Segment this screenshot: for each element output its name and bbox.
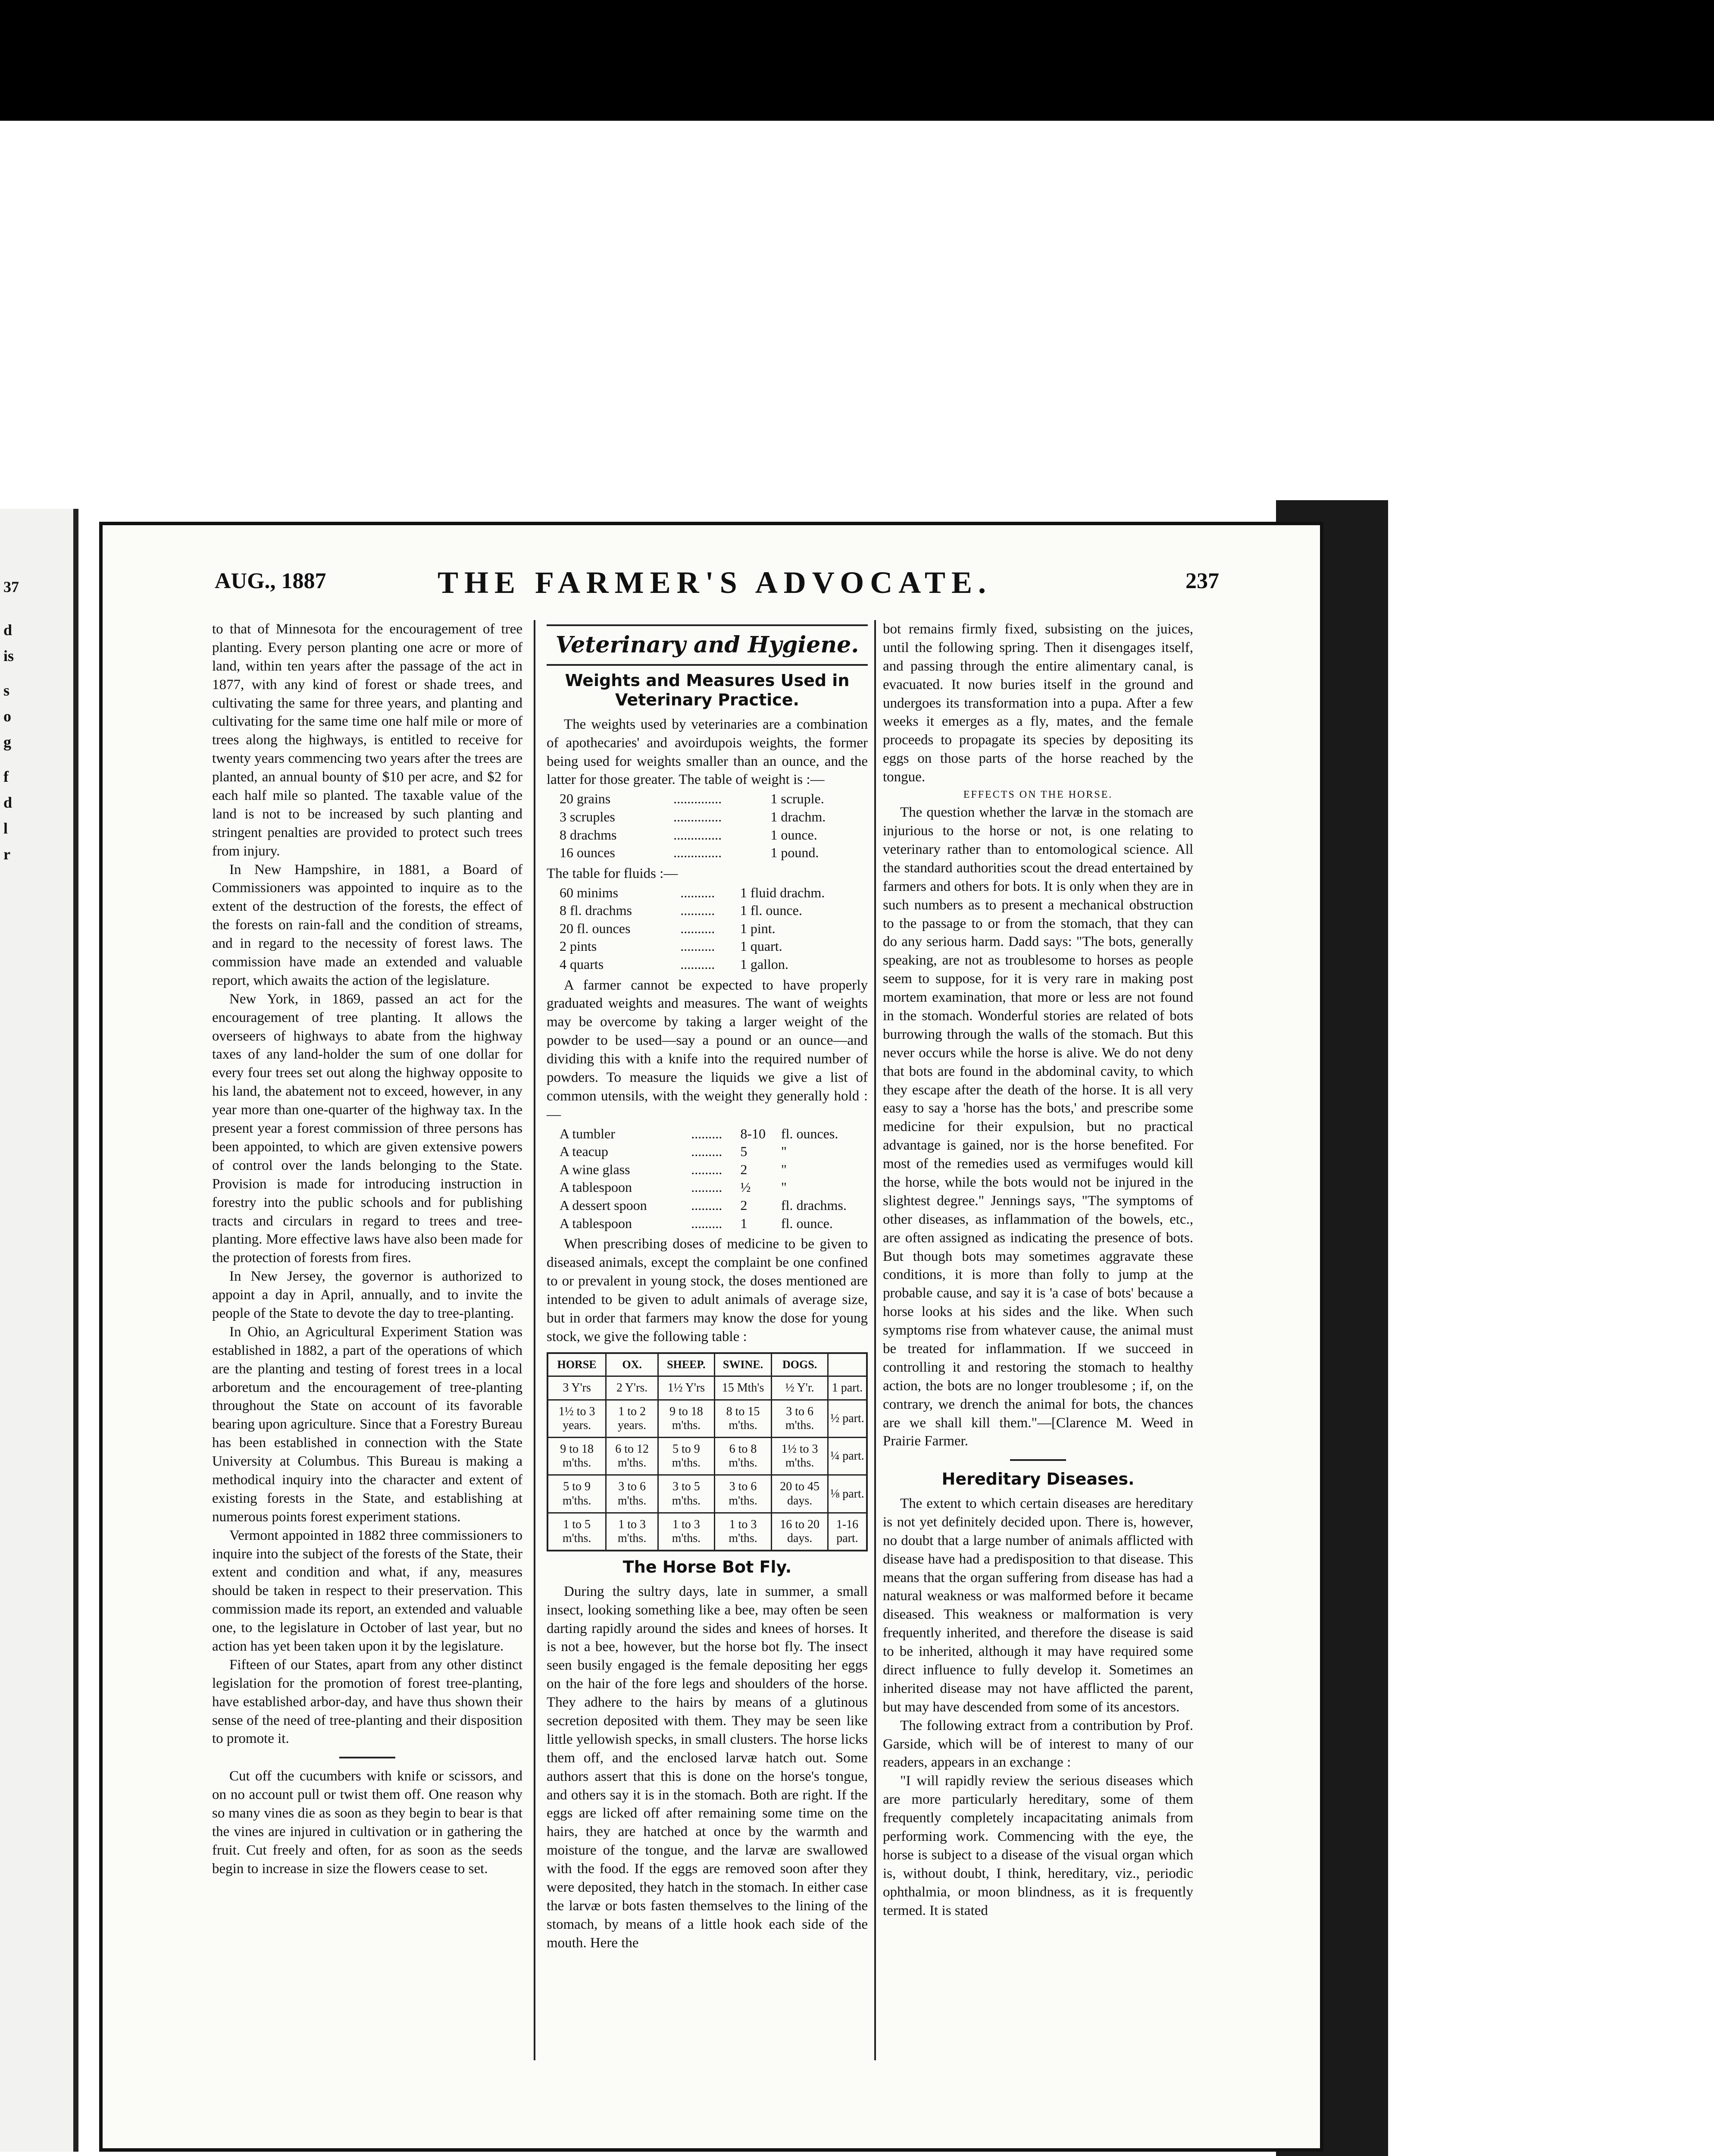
publication-title: THE FARMER'S ADVOCATE. <box>438 565 992 600</box>
table-cell: 8 fl. drachms <box>560 903 632 918</box>
table-cell: 1 fl. ounce. <box>740 903 802 918</box>
subheading: EFFECTS ON THE HORSE. <box>963 789 1113 801</box>
table-row: 16 ounces .............. 1 pound. <box>560 844 881 862</box>
paragraph: In New Jersey, the governor is authorized to appoint a day in April, annually, and to invite the people of the State to devote the day to tree-planting. <box>212 1269 522 1321</box>
table-cell: ¼ part. <box>828 1438 867 1475</box>
table-cell: ½ part. <box>828 1400 867 1437</box>
table-cell: 5 to 9 m'ths. <box>547 1475 606 1513</box>
fragment-4: o <box>3 708 11 725</box>
paragraph: A farmer cannot be expected to have properly graduated weights and measures. The want of weights may be overcome by taking a larger weight of the powder to be used—say a pound or an ounce—and dividing this with a knife into the required number of powders. To measure the liquids we give a list of common utensils, with the weight they generally hold :— <box>547 977 868 1122</box>
table-cell: ½ <box>740 1179 751 1195</box>
table-cell: 1½ to 3 m'ths. <box>772 1438 828 1475</box>
table-cell: 5 to 9 m'ths. <box>658 1438 714 1475</box>
fragment-9: r <box>3 846 10 863</box>
table-cell: 3 scruples <box>560 808 615 824</box>
paragraph: bot remains firmly fixed, subsisting on the juices, until the following spring. Then it disengages itself, and passing through the entire alimentary canal, is evacuated. It now buries itself in the ground and undergoes its transformation into a pupa. After a few weeks it emerges as a fly, mates, and the female proceeds to propagate its species by depositing its eggs on those parts of the horse reached by the tongue. <box>883 621 1193 785</box>
table-cell: 9 to 18 m'ths. <box>658 1400 714 1437</box>
paragraph: During the sultry days, late in summer, a small insect, looking something like a bee, may often be seen darting rapidly around the sides and knees of horses. It is not a bee, however, but the horse bot fly. The insect seen busily engaged is the female depositing her eggs on the hair of the fore legs and shoulders of the horse. They adhere to the hairs by means of a glutinous secretion deposited with them. They may be seen like little yellowish specks, in small clusters. The horse licks them off, and the enclosed larvæ hatch out. Some authors assert that this is done on the horse's tongue, and others say it is in the stomach. Both are right. If the eggs are licked off after remaining some time on the hairs, they are hatched at once by the warmth and moisture of the tongue, and the larvæ are swallowed with the food. If the eggs are removed soon after they were deposited, they hatch in the stomach. In either case the larvæ or bots fasten themselves to the lining of the stomach, by means of a little hook each side of the mouth. Here the <box>547 1583 868 1951</box>
table-row: A tablespoon ......... ½ " <box>560 1178 881 1197</box>
fragment-6: f <box>3 768 9 785</box>
table-cell: 8-10 <box>740 1125 766 1141</box>
table-row: 4 quarts .......... 1 gallon. <box>560 956 881 974</box>
table-row: 8 fl. drachms .......... 1 fl. ounce. <box>560 902 881 920</box>
fragment-7: d <box>3 794 13 811</box>
table-row: 8 drachms .............. 1 ounce. <box>560 826 881 844</box>
table-row: A tablespoon ......... 1 fl. ounce. <box>560 1215 881 1233</box>
table-cell: 6 to 12 m'ths. <box>606 1438 658 1475</box>
table-cell: 16 to 20 days. <box>772 1513 828 1551</box>
table-cell: 1½ to 3 years. <box>547 1400 606 1437</box>
table-cell: " <box>781 1161 787 1177</box>
table-row: A dessert spoon ......... 2 fl. drachms. <box>560 1197 881 1215</box>
fragment-8: l <box>3 820 8 837</box>
table-cell: 5 <box>740 1144 748 1159</box>
table-cell: 1 to 3 m'ths. <box>714 1513 772 1551</box>
table-cell: 3 to 6 m'ths. <box>714 1475 772 1513</box>
paragraph: The question whether the larvæ in the stomach are injurious to the horse or not, is one relating to veterinary rather than to entomological science. All the standard authorities scout the dread entertained by farmers and others for bots. It is only when they are in such numbers as to present a mechanical obstruction to the passage to or from the stomach, that they can do any serious harm. Dadd says: "The bots, generally speaking, are not as troublesome to horses as people seem to suppose, for it is very rare in making post mortem examination, that more or less are not found in the stomach. Wonderful stories are related of bots burrowing through the walls of the stomach. But this never occurs while the horse is alive. We do not deny that bots are found in the abdominal cavity, to which they escape after the death of the horse. It is all very easy to say a 'horse has the bots,' and prescribe some medicine for their expulsion, but no practical advantage is gained, nor is the horse benefited. For most of the remedies used as vermifuges would kill the horse, while the bots would not be injured in the slightest degree." Jennings says, "The symptoms of other diseases, as inflammation of the bowels, etc., are often assigned as indicating the presence of bots. But though bots may sometimes aggravate these conditions, it is more than folly to jump at the probable cause, and say it is 'a case of bots' because a horse looks at his sides and the like. When such symptoms rise from whatever cause, the animal must be treated for inflammation. If we succeed in controlling it and restoring the stomach to healthy action, the bots are no longer troublesome ; if, on the contrary, we drench the animal for bots, the chances are we shall kill them."—[Clarence M. Weed in Prairie Farmer. <box>883 805 1193 1449</box>
table-cell: 1 part. <box>828 1376 867 1400</box>
table-cell: 20 to 45 days. <box>772 1475 828 1513</box>
paragraph: New York, in 1869, passed an act for the encouragement of tree planting. It allows the overseers of highways to abate from the highway taxes of any land-holder the sum of one dollar for every four trees set out along the highway opposite to his land, the abatement not to exceed, however, in any year more than one-quarter of the highway tax. In the present year a forest commission of three persons has been appointed, to which are given extensive powers of control over the lands belonging to the State. Provision is made for introducing instruction in forestry into the public schools and for publishing tracts and circulars in regard to trees and tree-planting. More effective laws have also been made for the protection of forests from fires. <box>212 991 522 1266</box>
table-cell: 1 to 3 m'ths. <box>606 1513 658 1551</box>
separator <box>547 624 868 626</box>
table-cell: A tumbler <box>560 1125 615 1141</box>
table-cell: 20 grains <box>560 791 611 807</box>
table-row <box>547 1475 867 1513</box>
fluid-table <box>560 884 881 974</box>
table-cell: 1 <box>740 1215 748 1231</box>
table-cell: A teacup <box>560 1144 608 1159</box>
column-header: OX. <box>606 1353 658 1376</box>
article-title: The Horse Bot Fly. <box>622 1557 792 1577</box>
table-cell: 8 drachms <box>560 827 617 843</box>
table-cell: 9 to 18 m'ths. <box>547 1438 606 1475</box>
table-row: 20 grains .............. 1 scruple. <box>560 790 881 808</box>
table-cell: 20 fl. ounces <box>560 920 631 936</box>
table-cell: 1 fluid drachm. <box>740 884 825 900</box>
table-row: A wine glass ......... 2 " <box>560 1161 881 1179</box>
table-cell: 1 to 2 years. <box>606 1400 658 1437</box>
table-cell: 1 drachm. <box>770 808 826 824</box>
paragraph: The extent to which certain diseases are hereditary is not yet definitely decided upon. There is, however, no doubt that a large number of animals afflicted with disease have had a predisposition to that disease. This means that the organ suffering from disease has had a natural weakness or was malformed before it became diseased. This weakness or malformation is very frequently inherited, and therefore the disease is said to be inherited, although it may have required some direct influence to fully develop it. Sometimes an inherited disease may not have afflicted the parent, but may have descended from some of its ancestors. <box>883 1495 1193 1715</box>
table-cell: 3 to 6 m'ths. <box>606 1475 658 1513</box>
table-row: 2 pints .......... 1 quart. <box>560 937 881 956</box>
table-cell: 2 pints <box>560 938 597 954</box>
column-header: SHEEP. <box>658 1353 714 1376</box>
table-cell: 2 <box>740 1161 748 1177</box>
table-cell: 1-16 part. <box>828 1513 867 1551</box>
table-cell: fl. drachms. <box>781 1197 847 1213</box>
table-cell: 1 scruple. <box>770 791 824 807</box>
table-cell: " <box>781 1144 787 1159</box>
table-cell: 3 Y'rs <box>547 1376 606 1400</box>
table-cell: A wine glass <box>560 1161 630 1177</box>
paragraph: When prescribing doses of medicine to be given to diseased animals, except the complaint be one confined to or prevalent in young stock, the doses mentioned are intended to be given to adult animals of average size, but in order that farmers may know the dose for young stock, we give the following table : <box>547 1236 868 1344</box>
table-cell: 1 to 3 m'ths. <box>658 1513 714 1551</box>
paragraph: to that of Minnesota for the encouragement of tree planting. Every person planting one acre or more of land, within ten years after the passage of the act in 1877, with any kind of forest or shade trees, and cultivating the same for three years, and planting and cultivating for the same time one half mile or more of trees along the highways, is entitled to receive for twenty years commencing two years after the trees are planted, an annual bounty of $10 per acre, and $2 for each half mile so planted. The taxable value of the land is not to be increased by such planting and stringent penalties are provided to protect such trees from injury. <box>212 621 522 859</box>
utensil-table <box>560 1125 881 1233</box>
column-2 <box>547 620 868 1952</box>
fragment-2: is <box>3 647 14 664</box>
table-header-row <box>547 1353 867 1376</box>
table-cell: 3 to 5 m'ths. <box>658 1475 714 1513</box>
table-row <box>547 1376 867 1400</box>
table-row <box>547 1438 867 1475</box>
table-cell: ½ Y'r. <box>772 1376 828 1400</box>
table-cell: 1 ounce. <box>770 827 817 843</box>
dose-table <box>547 1352 868 1552</box>
table-cell: 6 to 8 m'ths. <box>714 1438 772 1475</box>
column-3 <box>883 620 1193 1920</box>
table-cell: ⅛ part. <box>828 1475 867 1513</box>
table-row: 3 scruples .............. 1 drachm. <box>560 808 881 826</box>
separator <box>1010 1459 1066 1461</box>
article-title: Weights and Measures Used in Veterinary Practice. <box>565 671 850 710</box>
paragraph: "I will rapidly review the serious diseases which are more particularly hereditary, some of them frequently completely incapacitating animals from performing work. Commencing with the eye, the horse is subject to a disease of the visual organ which is, without doubt, I think, hereditary, viz., periodic ophthalmia, or moon blindness, as it is frequently termed. It is stated <box>883 1773 1193 1918</box>
separator <box>339 1757 395 1758</box>
table-row: 20 fl. ounces .......... 1 pint. <box>560 920 881 938</box>
table-cell: 3 to 6 m'ths. <box>772 1400 828 1437</box>
table-cell: 16 ounces <box>560 845 615 861</box>
left-page-edge <box>0 509 78 2152</box>
table-cell: A tablespoon <box>560 1215 632 1231</box>
article-title: Hereditary Diseases. <box>941 1470 1135 1489</box>
table-cell: fl. ounce. <box>781 1215 833 1231</box>
cucumber-note: Cut off the cucumbers with knife or scissors, and on no account pull or twist them off. One reason why so many vines die as soon as they begin to bear is that the vines are injured in cultivation or in gathering the fruit. Cut freely and often, for as soon as the seeds begin to increase in size the flowers cease to set. <box>212 1768 522 1877</box>
table-cell: A tablespoon <box>560 1179 632 1195</box>
table-cell: 8 to 15 m'ths. <box>714 1400 772 1437</box>
issue-date: AUG., 1887 <box>215 569 326 593</box>
column-header: SWINE. <box>714 1353 772 1376</box>
table-cell: 1 quart. <box>740 938 782 954</box>
column-rule <box>534 620 535 2060</box>
fragment-0: 37 <box>3 578 19 595</box>
column-header <box>828 1353 867 1376</box>
page-number: 237 <box>1185 569 1219 593</box>
fragment-1: d <box>3 621 13 639</box>
table-cell: 15 Mth's <box>714 1376 772 1400</box>
paragraph: Vermont appointed in 1882 three commissioners to inquire into the subject of the forests of the State, their extent and condition and what, if any, measures should be taken in respect to their preservation. This commission made its report, an extended and valuable one, to the legislature in October of last year, but no action has yet been taken upon it by the legislature. <box>212 1527 522 1654</box>
weight-table <box>560 790 881 862</box>
paragraph: In Ohio, an Agricultural Experiment Station was established in 1882, a part of the operations of which are the planting and testing of forest trees in a local arboretum and the encouragement of tree-planting throughout the State on account of its favorable bearing upon agriculture. Since that a Forestry Bureau has been established in connection with the State University at Columbus. This Bureau is making a methodical inquiry into the character and extent of existing forests in the State, and establishing at numerous points forest experiment stations. <box>212 1324 522 1525</box>
paragraph: The weights used by veterinaries are a combination of apothecaries' and avoirdupois weights, the former being used for weights smaller than an ounce, and the latter for those greater. The table of weight is :— <box>547 716 868 788</box>
fragment-3: s <box>3 682 10 699</box>
newspaper-page <box>99 522 1323 2152</box>
table-cell: 1 pound. <box>770 845 819 861</box>
table-cell: 2 <box>740 1197 748 1213</box>
table-cell: 1 to 5 m'ths. <box>547 1513 606 1551</box>
table-cell: 2 Y'rs. <box>606 1376 658 1400</box>
paragraph: In New Hampshire, in 1881, a Board of Commissioners was appointed to inquire as to the extent of the destruction of the forests, the effect of the forests on rain-fall and the condition of streams, and in regard to the necessity of forest laws. The commission have made an extended and valuable report, which awaits the action of the legislature. <box>212 862 522 988</box>
table-row <box>547 1400 867 1437</box>
separator <box>547 664 868 666</box>
table-row: 60 minims .......... 1 fluid drachm. <box>560 884 881 902</box>
paragraph: The following extract from a contribution by Prof. Garside, which will be of interest to many of our readers, appears in an exchange : <box>883 1717 1193 1771</box>
table-cell: fl. ounces. <box>781 1125 838 1141</box>
fragment-5: g <box>3 733 11 751</box>
column-1 <box>212 620 522 1878</box>
table-cell: " <box>781 1179 787 1195</box>
paragraph: The table for fluids :— <box>547 865 678 881</box>
section-title: Veterinary and Hygiene. <box>555 632 859 658</box>
table-cell: 60 minims <box>560 884 619 900</box>
column-header: DOGS. <box>772 1353 828 1376</box>
table-cell: 1½ Y'rs <box>658 1376 714 1400</box>
table-cell: 4 quarts <box>560 956 604 972</box>
table-cell: 1 pint. <box>740 920 776 936</box>
table-cell: 1 gallon. <box>740 956 788 972</box>
table-cell: A dessert spoon <box>560 1197 647 1213</box>
column-header: HORSE <box>547 1353 606 1376</box>
table-row: A tumbler ......... 8-10 fl. ounces. <box>560 1125 881 1143</box>
table-row <box>547 1513 867 1551</box>
paragraph: Fifteen of our States, apart from any other distinct legislation for the promotion of forest tree-planting, have established arbor-day, and have thus shown their sense of the need of tree-planting and their disposition to promote it. <box>212 1657 522 1747</box>
table-row: A teacup ......... 5 " <box>560 1143 881 1161</box>
